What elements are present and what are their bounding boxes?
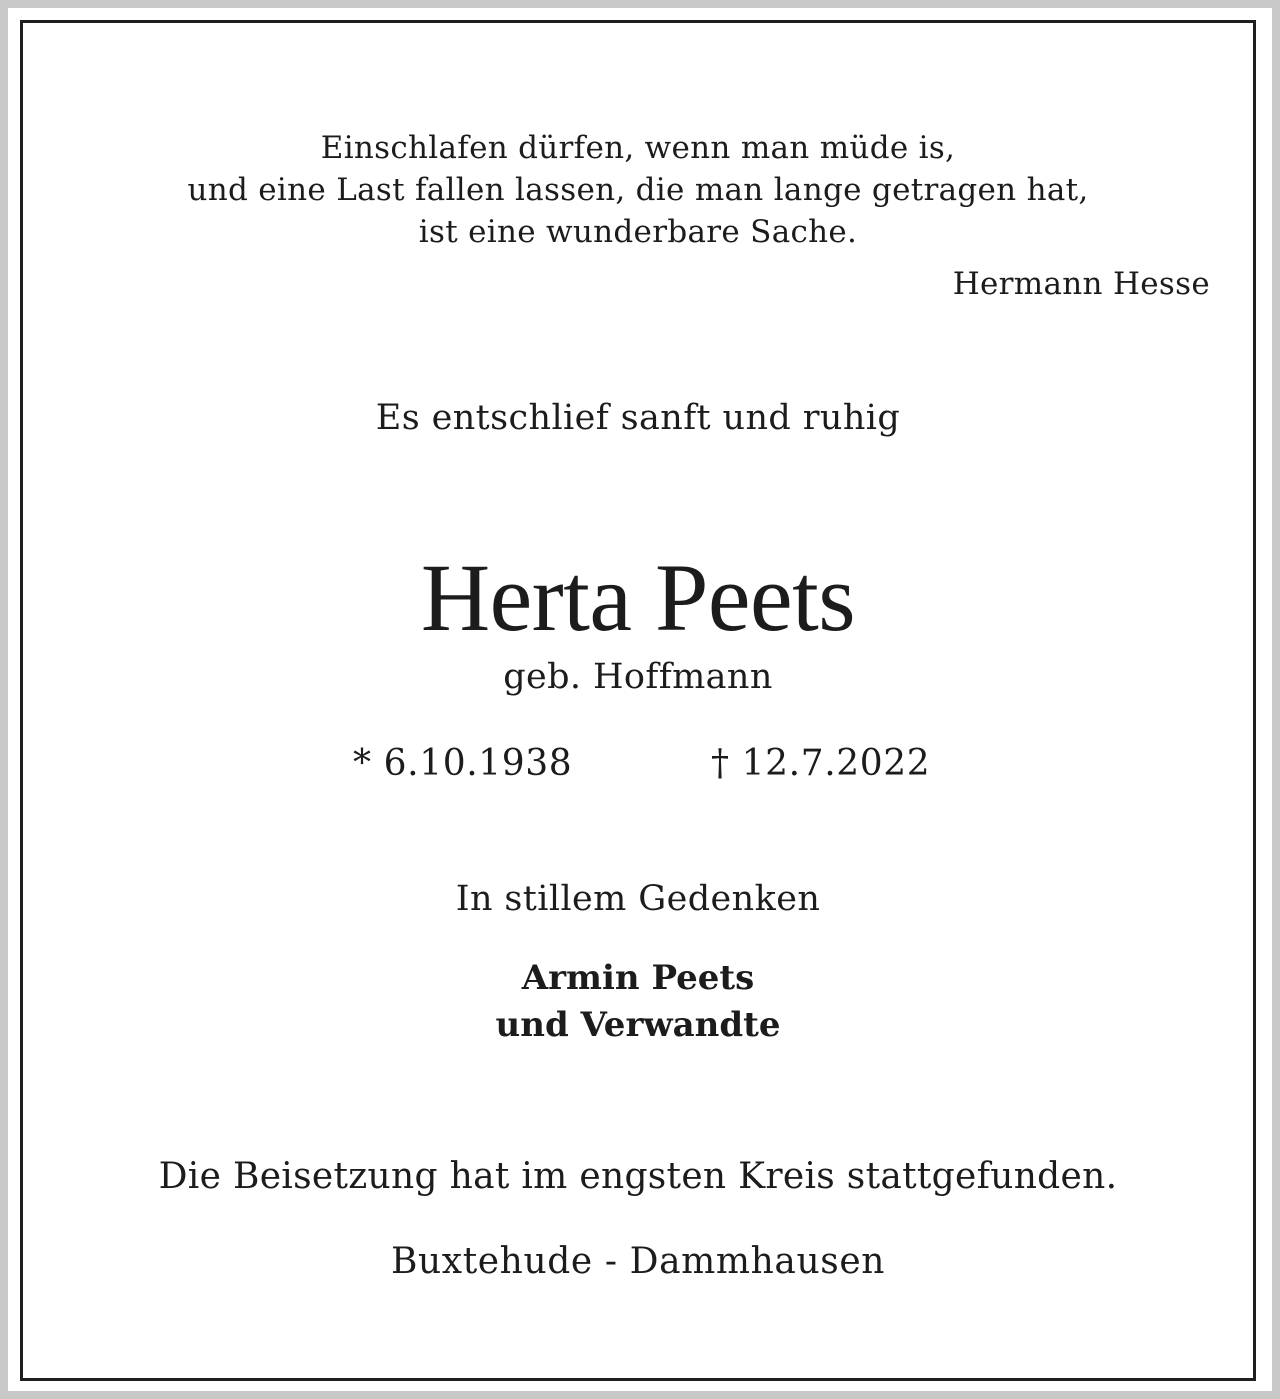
death-date: † 12.7.2022 (711, 743, 931, 784)
intro-text: Es entschlief sanft und ruhig (375, 398, 901, 438)
obituary-notice (8, 8, 1272, 1391)
quote-line: ist eine wunderbare Sache. (418, 214, 858, 250)
birth-name: geb. Hoffmann (503, 657, 773, 697)
mourner-line: Armin Peets (521, 958, 755, 998)
quote-author: Hermann Hesse (952, 266, 1210, 302)
place-text: Buxtehude - Dammhausen (390, 1241, 886, 1282)
memorial-text: In stillem Gedenken (455, 879, 821, 919)
deceased-name: Herta Peets (420, 544, 856, 651)
mourner-line: und Verwandte (495, 1005, 781, 1045)
birth-date: * 6.10.1938 (353, 743, 573, 784)
funeral-note: Die Beisetzung hat im engsten Kreis stattgefunden. (158, 1156, 1118, 1197)
notice-border (20, 20, 1256, 1381)
quote-line: und eine Last fallen lassen, die man lange getragen hat, (187, 172, 1089, 208)
quote-line: Einschlafen dürfen, wenn man müde is, (320, 130, 956, 166)
